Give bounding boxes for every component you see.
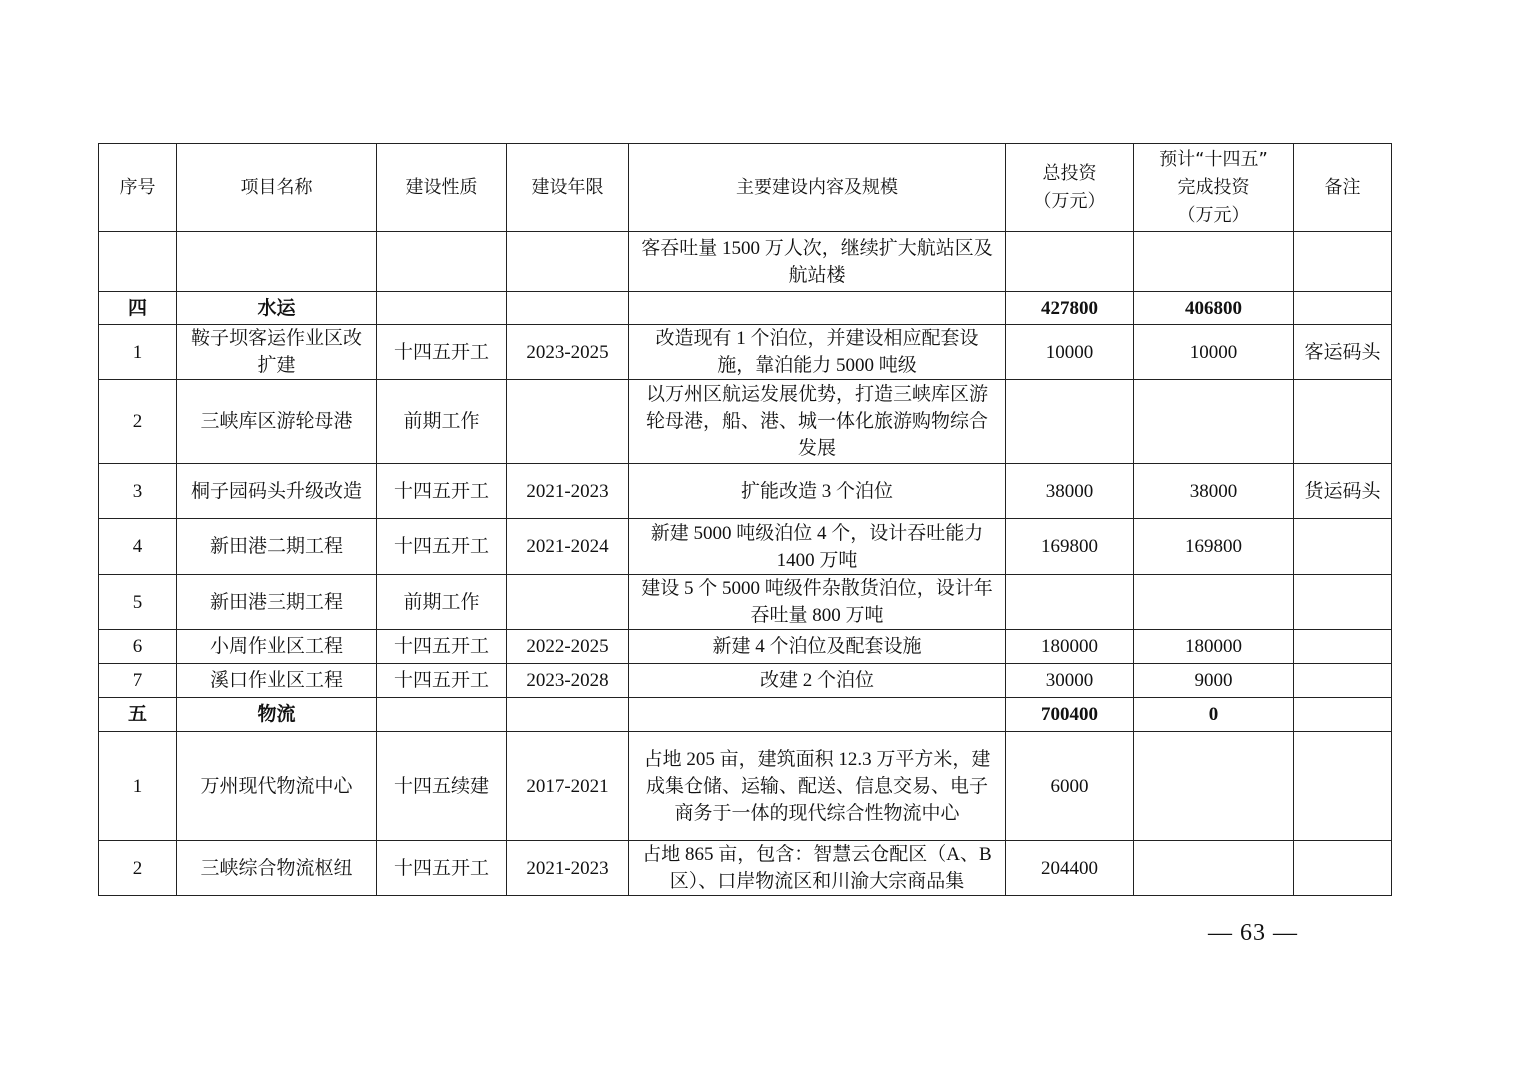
cell-content: 改建 2 个泊位 (629, 664, 1006, 698)
table-row (99, 464, 1392, 519)
cell-content: 占地 205 亩，建筑面积 12.3 万平方米，建成集仓储、运输、配送、信息交易、电子商务于一体的现代综合性物流中心 (629, 732, 1006, 841)
table-row (99, 575, 1392, 630)
cell-expected: 180000 (1134, 630, 1294, 664)
cell-note: 客运码头 (1294, 325, 1392, 380)
cell-period: 2021-2023 (507, 841, 629, 896)
header-content: 主要建设内容及规模 (629, 144, 1006, 232)
cell-expected (1134, 732, 1294, 841)
section-total: 427800 (1006, 292, 1134, 325)
cell-expected: 9000 (1134, 664, 1294, 698)
cell-name: 万州现代物流中心 (177, 732, 377, 841)
cell-nature: 十四五开工 (377, 841, 507, 896)
cell-period: 2023-2028 (507, 664, 629, 698)
header-nature: 建设性质 (377, 144, 507, 232)
section-row-water (99, 292, 1392, 325)
cell-total: 180000 (1006, 630, 1134, 664)
cell-total: 169800 (1006, 519, 1134, 575)
cell-expected (1134, 841, 1294, 896)
cell-name: 三峡综合物流枢纽 (177, 841, 377, 896)
cell-nature: 十四五续建 (377, 732, 507, 841)
cell-period (507, 575, 629, 630)
cell-name: 小周作业区工程 (177, 630, 377, 664)
header-total-line2: （万元） (1033, 190, 1106, 212)
cell-total: 10000 (1006, 325, 1134, 380)
section-name: 物流 (177, 698, 377, 732)
cell-seq: 6 (99, 630, 177, 664)
cell-seq: 5 (99, 575, 177, 630)
cell-note: 货运码头 (1294, 464, 1392, 519)
cell-nature: 十四五开工 (377, 664, 507, 698)
cell-note (1294, 519, 1392, 575)
cell-name: 三峡库区游轮母港 (177, 380, 377, 464)
cell-total: 30000 (1006, 664, 1134, 698)
cell-content: 新建 4 个泊位及配套设施 (629, 630, 1006, 664)
section-expected: 0 (1134, 698, 1294, 732)
cell-name: 溪口作业区工程 (177, 664, 377, 698)
cell-nature: 十四五开工 (377, 630, 507, 664)
cell-total: 204400 (1006, 841, 1134, 896)
header-row (99, 144, 1392, 232)
cell-period: 2021-2023 (507, 464, 629, 519)
header-expected-line1: 预计“十四五” (1159, 148, 1268, 170)
cell-expected (1134, 575, 1294, 630)
table-row (99, 380, 1392, 464)
cell-expected: 38000 (1134, 464, 1294, 519)
header-expected-line3: （万元） (1177, 204, 1250, 226)
section-row-logistics (99, 698, 1392, 732)
cell-seq: 7 (99, 664, 177, 698)
cell-expected: 10000 (1134, 325, 1294, 380)
cell-seq: 4 (99, 519, 177, 575)
cell-expected: 169800 (1134, 519, 1294, 575)
table-row (99, 630, 1392, 664)
cell-seq: 3 (99, 464, 177, 519)
table-row (99, 325, 1392, 380)
cell-total (1006, 575, 1134, 630)
cell-nature: 十四五开工 (377, 464, 507, 519)
cell-note (1294, 841, 1392, 896)
cell-total: 6000 (1006, 732, 1134, 841)
header-period: 建设年限 (507, 144, 629, 232)
cell-period: 2023-2025 (507, 325, 629, 380)
cell-note (1294, 380, 1392, 464)
cell-seq: 2 (99, 380, 177, 464)
header-expected-line2: 完成投资 (1177, 176, 1250, 198)
cell-content: 建设 5 个 5000 吨级件杂散货泊位，设计年吞吐量 800 万吨 (629, 575, 1006, 630)
header-expected (1134, 144, 1294, 232)
cell-note (1294, 732, 1392, 841)
section-expected: 406800 (1134, 292, 1294, 325)
cell-name: 鞍子坝客运作业区改扩建 (177, 325, 377, 380)
cell-content: 改造现有 1 个泊位，并建设相应配套设施，靠泊能力 5000 吨级 (629, 325, 1006, 380)
cell-note (1294, 664, 1392, 698)
cell-expected (1134, 380, 1294, 464)
cell-content: 占地 865 亩，包含：智慧云仓配区（A、B 区）、口岸物流区和川渝大宗商品集 (629, 841, 1006, 896)
cell-period: 2021-2024 (507, 519, 629, 575)
cell-period: 2022-2025 (507, 630, 629, 664)
table-row (99, 519, 1392, 575)
cell-total: 38000 (1006, 464, 1134, 519)
cell-nature: 十四五开工 (377, 519, 507, 575)
cell-name: 桐子园码头升级改造 (177, 464, 377, 519)
cell-content: 新建 5000 吨级泊位 4 个，设计吞吐能力 1400 万吨 (629, 519, 1006, 575)
cell-seq: 1 (99, 325, 177, 380)
cell-seq: 1 (99, 732, 177, 841)
header-total-line1: 总投资 (1042, 162, 1097, 184)
page-number: — 63 — (1208, 920, 1298, 946)
section-total: 700400 (1006, 698, 1134, 732)
section-seq: 五 (99, 698, 177, 732)
header-seq: 序号 (99, 144, 177, 232)
table-row (99, 232, 1392, 292)
cell-period (507, 380, 629, 464)
cell-nature: 十四五开工 (377, 325, 507, 380)
header-name: 项目名称 (177, 144, 377, 232)
cell-name: 新田港三期工程 (177, 575, 377, 630)
header-total (1006, 144, 1134, 232)
cell-content: 扩能改造 3 个泊位 (629, 464, 1006, 519)
cell-note (1294, 630, 1392, 664)
table-row (99, 664, 1392, 698)
cell-total (1006, 380, 1134, 464)
cell-note (1294, 575, 1392, 630)
table-row (99, 732, 1392, 841)
water-rows (99, 325, 1392, 698)
cell-nature: 前期工作 (377, 380, 507, 464)
section-name: 水运 (177, 292, 377, 325)
cell-name: 新田港二期工程 (177, 519, 377, 575)
cell-period: 2017-2021 (507, 732, 629, 841)
cell-seq: 2 (99, 841, 177, 896)
project-table (98, 143, 1392, 896)
cell-nature: 前期工作 (377, 575, 507, 630)
logistics-rows (99, 732, 1392, 896)
header-note: 备注 (1294, 144, 1392, 232)
cell-content: 以万州区航运发展优势，打造三峡库区游轮母港，船、港、城一体化旅游购物综合发展 (629, 380, 1006, 464)
cell-content: 客吞吐量 1500 万人次，继续扩大航站区及航站楼 (629, 232, 1006, 292)
table-row (99, 841, 1392, 896)
section-seq: 四 (99, 292, 177, 325)
